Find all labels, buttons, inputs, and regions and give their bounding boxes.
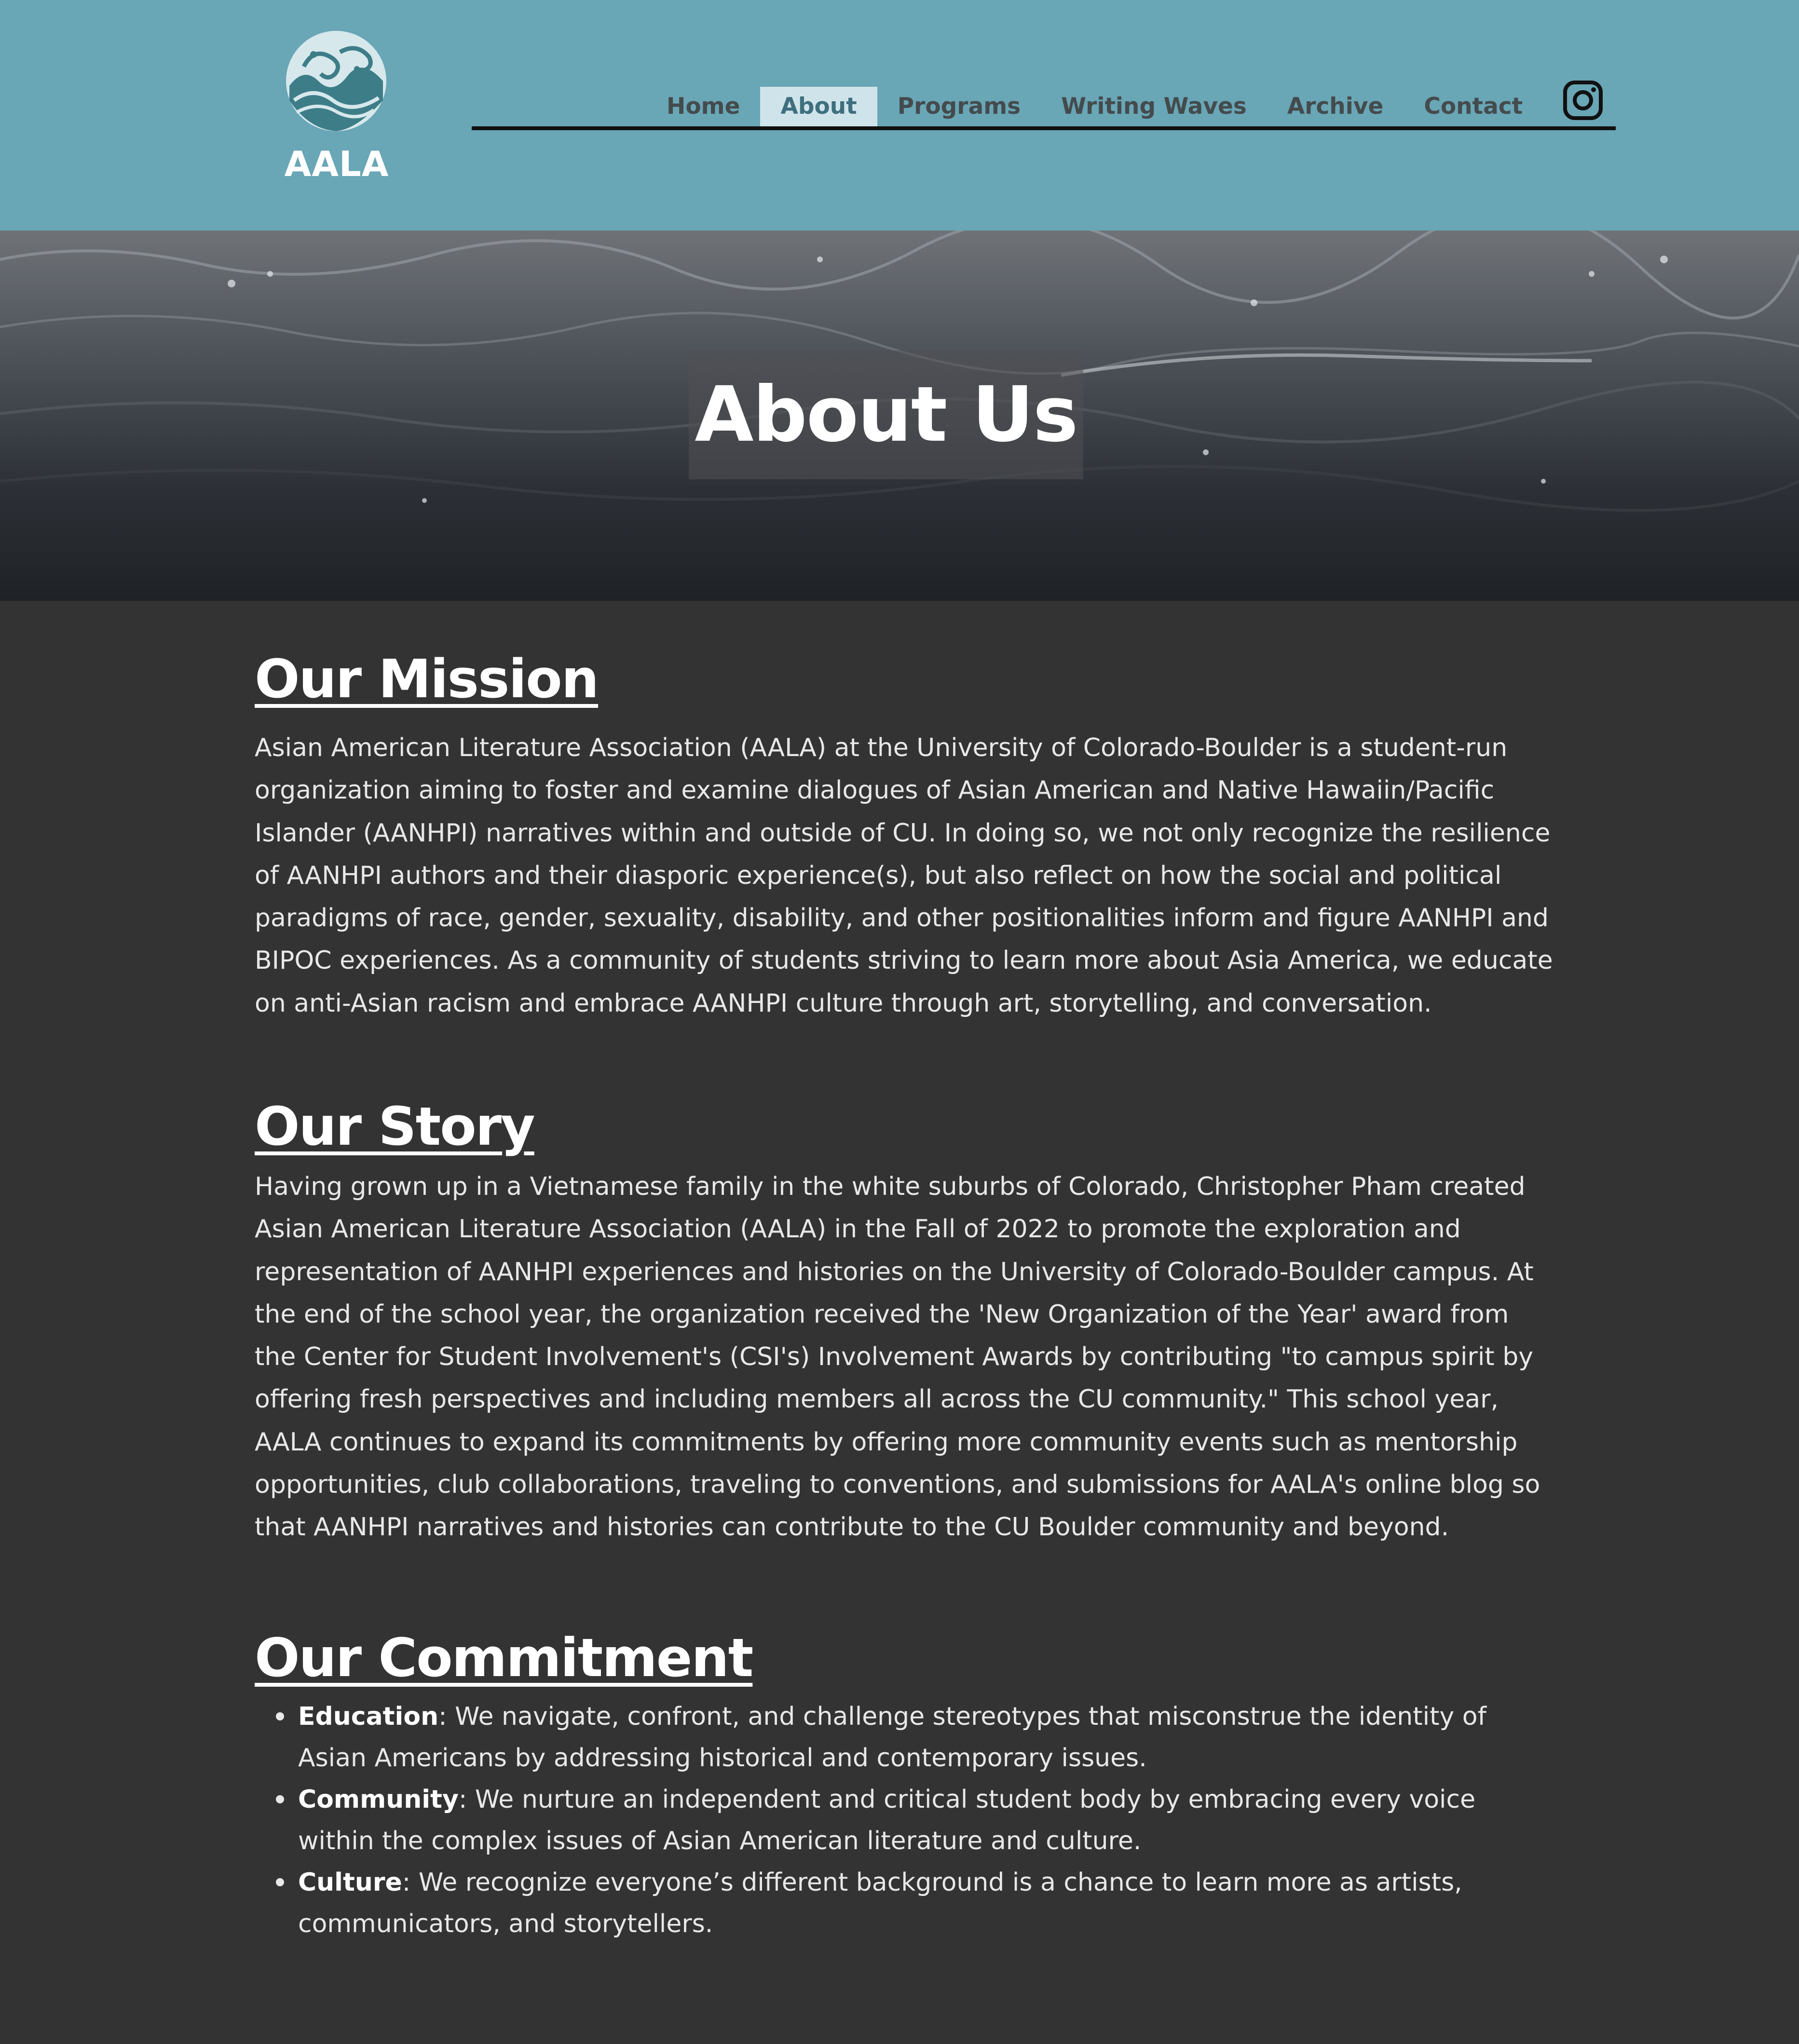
instagram-icon[interactable]: [1563, 80, 1603, 121]
main-nav: [646, 87, 1543, 126]
list-item: [255, 1862, 1557, 1945]
nav-programs[interactable]: Programs: [897, 93, 1021, 120]
nav-contact[interactable]: Contact: [1424, 93, 1523, 120]
commitment-list: [255, 1696, 1557, 1945]
commitment-term: Education: [298, 1702, 439, 1731]
story-heading: Our Story: [255, 1096, 534, 1157]
brand-name: AALA: [284, 144, 389, 184]
site-logo[interactable]: [284, 28, 390, 187]
bullet-icon: [276, 1878, 284, 1886]
page-title: About Us: [695, 370, 1077, 459]
nav-about[interactable]: About: [760, 87, 877, 126]
commitment-term: Community: [298, 1785, 459, 1814]
story-text: Having grown up in a Vietnamese family in the white suburbs of Colorado, Christopher Pham created Asian American Literature Association (AALA) in the Fall of 2022 to promote the exploration and representation of AANHPI experiences and histories on the University of Colorado-Boulder campus. At the end of the school year, the organization received the 'New Organization of the Year' award from the Center for Student Involvement's (CSI's) Involvement Awards by contributing "to campus spirit by offering fresh perspectives and including members all across the CU community." This school year, AALA continues to expand its commitments by offering more community events such as mentorship opportunities, club collaborations, traveling to conventions, and submissions for AALA's online blog so that AANHPI narratives and histories can contribute to the CU Boulder community and beyond.: [255, 1172, 1540, 1542]
site-header: [0, 0, 1799, 230]
nav-writing-waves[interactable]: Writing Waves: [1061, 93, 1247, 120]
bullet-icon: [276, 1712, 284, 1720]
commitment-term: Culture: [298, 1868, 402, 1897]
bullet-icon: [276, 1795, 284, 1803]
commitment-heading: Our Commitment: [255, 1627, 753, 1689]
nav-archive[interactable]: Archive: [1287, 93, 1384, 120]
list-item: [255, 1779, 1557, 1862]
commitment-description: : We navigate, confront, and challenge stereotypes that misconstrue the identity of Asian Americans by addressing historical and contemporary issues.: [298, 1702, 1486, 1773]
mission-text: Asian American Literature Association (AALA) at the University of Colorado-Boulder is a student-run organization aiming to foster and examine dialogues of Asian American and Native Hawaiin/Pacific Islander (AANHPI) narratives within and outside of CU. In doing so, we not only recognize the resilience of AANHPI authors and their diasporic experience(s), but also reflect on how the social and political paradigms of race, gender, sexuality, disability, and other positionalities inform and figure AANHPI and BIPOC experiences. As a community of students striving to learn more about Asia America, we educate on anti-Asian racism and embrace AANHPI culture through art, storytelling, and conversation.: [255, 733, 1553, 1018]
nav-divider: [472, 126, 1616, 130]
mission-heading: Our Mission: [255, 648, 599, 710]
commitment-description: : We nurture an independent and critical student body by embracing every voice within the complex issues of Asian American literature and culture.: [298, 1785, 1476, 1855]
commitment-description: : We recognize everyone’s different background is a chance to learn more as artists, communicators, and storytellers.: [298, 1868, 1462, 1938]
list-item: [255, 1696, 1557, 1779]
nav-home[interactable]: Home: [667, 93, 740, 120]
hero-banner: [0, 230, 1799, 601]
wave-logo-icon: [285, 28, 388, 134]
